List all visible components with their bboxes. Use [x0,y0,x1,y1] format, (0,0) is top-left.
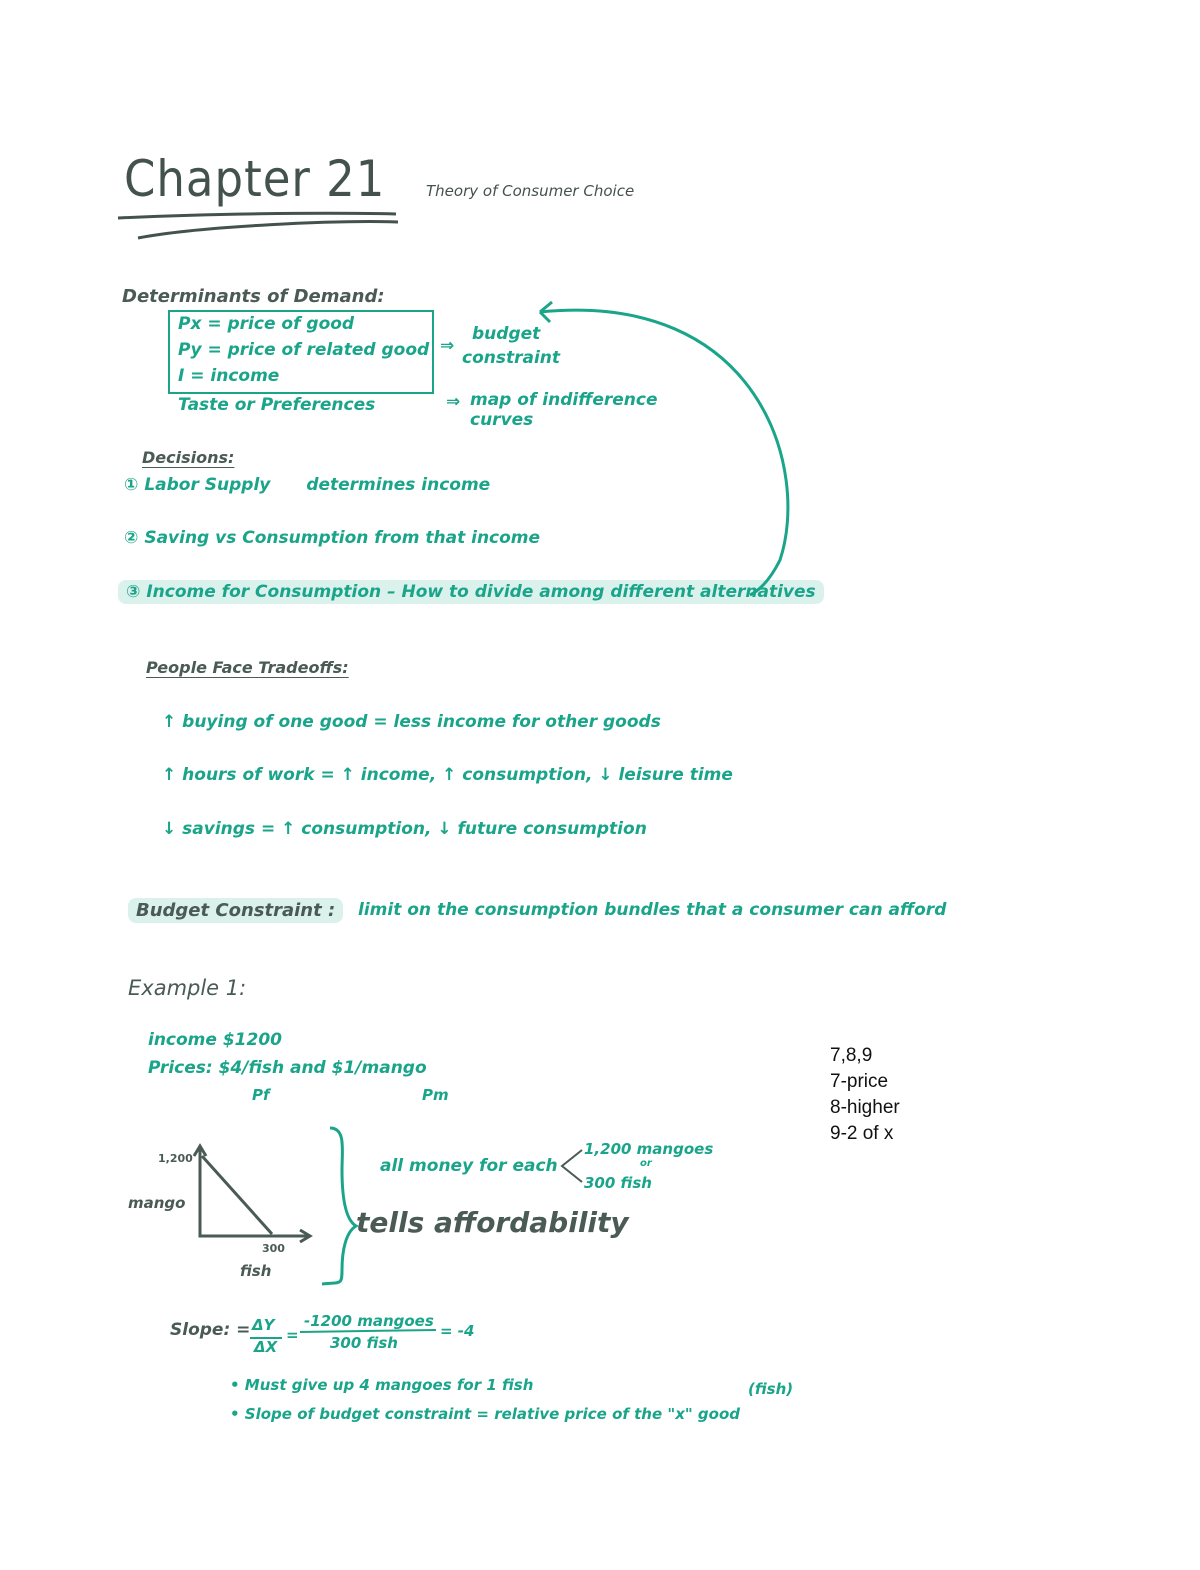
side-note-line-4: 9-2 of x [830,1123,894,1144]
price-fish-symbol: Pf [252,1086,270,1104]
graph-x-label: fish [240,1262,272,1280]
example-income: income $1200 [148,1030,282,1050]
chapter-subtitle: Theory of Consumer Choice [426,182,635,200]
example-prices: Prices: $4/fish and $1/mango [148,1058,427,1078]
slope-delta-y: ΔY [252,1316,275,1334]
budget-label-2: constraint [462,348,561,368]
bullet-2: • Slope of budget constraint = relative price of the "x" good [230,1405,740,1423]
decision-2-text: Saving vs Consumption from that income [144,528,541,548]
budget-label-1: budget [472,324,541,344]
brace [322,1128,356,1284]
map-arrow: ⇒ [446,392,461,412]
map-label-1: map of indifference [470,390,658,410]
determinant-tastes: Taste or Preferences [178,395,376,415]
example-heading: Example 1: [128,976,247,1000]
decision-1 [124,475,490,495]
side-note-line-1: 7,8,9 [830,1045,873,1066]
budget-arrow: ⇒ [440,336,455,356]
slope-equals: = [286,1326,299,1344]
side-note [830,1043,900,1147]
option-or: or [640,1158,652,1169]
slope-label: Slope: = [170,1320,251,1340]
option-mangoes: 1,200 mangoes [584,1140,714,1158]
budget-constraint-definition: limit on the consumption bundles that a consumer can afford [358,900,947,920]
title-underline-2 [138,222,398,238]
bullet-1: • Must give up 4 mangoes for 1 fish [230,1376,534,1394]
graph-axes [200,1148,308,1236]
determinants-heading: Determinants of Demand: [122,286,385,307]
title-underline-1 [118,213,396,218]
slope-denominator: 300 fish [330,1334,398,1352]
graph-y-label: mango [128,1194,186,1212]
slope-numerator: -1200 mangoes [304,1312,434,1330]
option-fish: 300 fish [584,1174,652,1192]
determinant-income: I = income [178,366,280,386]
curved-arrow [540,310,788,595]
decision-3-num: ③ [126,582,141,602]
budget-constraint-term: Budget Constraint : [128,898,343,923]
decision-2-num: ② [124,528,139,548]
determinant-px: Px = price of good [178,314,355,334]
slope-delta-x: ΔX [254,1338,278,1356]
map-label-2: curves [470,410,534,430]
slope-result: = -4 [440,1322,475,1340]
budget-line [202,1156,272,1234]
tradeoff-2: ↑ hours of work = ↑ income, ↑ consumption, ↓ leisure time [162,765,733,785]
affordability-text: tells affordability [356,1206,629,1239]
budget-graph [194,1146,310,1242]
fish-note: (fish) [748,1380,794,1398]
decisions-heading: Decisions: [142,448,235,467]
side-note-line-3: 8-higher [830,1097,900,1118]
graph-x-value: 300 [262,1242,285,1255]
price-mango-symbol: Pm [422,1086,449,1104]
decision-1-text: Labor Supply [144,475,271,495]
decision-1-rest: determines income [306,475,491,495]
chapter-title: Chapter 21 [124,150,386,208]
decision-3 [118,580,824,604]
tradeoff-3: ↓ savings = ↑ consumption, ↓ future consumption [162,819,647,839]
slope-fraction-bar [300,1330,436,1332]
graph-y-value: 1,200 [158,1152,193,1165]
tradeoffs-heading: People Face Tradeoffs: [146,658,349,677]
decision-2 [124,528,540,548]
decision-3-text: Income for Consumption – How to divide among different alternatives [146,582,816,602]
side-note-line-2: 7-price [830,1071,889,1092]
determinant-py: Py = price of related good [178,340,430,360]
all-money-text: all money for each [380,1156,558,1176]
decision-1-num: ① [124,475,139,495]
tradeoff-1: ↑ buying of one good = less income for other goods [162,712,661,732]
option-bracket [562,1150,582,1182]
